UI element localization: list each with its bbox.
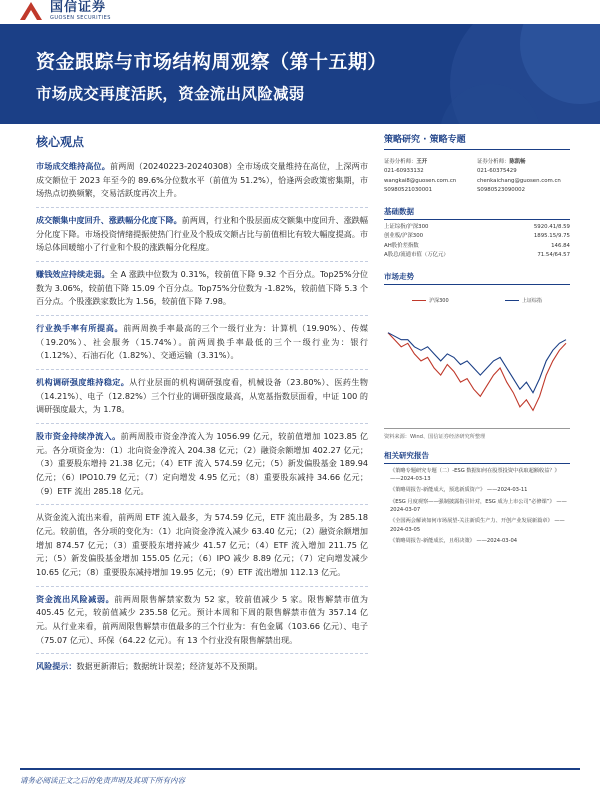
basic-data-label: A股总/流通市值（万亿元） — [384, 252, 449, 259]
analyst-email: chenkaichang@guosen.com.cn — [477, 177, 561, 184]
market-trend-title: 市场走势 — [384, 271, 570, 285]
paragraph-lead: 股市资金持续净流入。 — [36, 431, 121, 442]
header-strip — [0, 0, 600, 24]
disclaimer-footer: 请务必阅读正文之后的免责声明及其项下所有内容 — [20, 768, 580, 786]
paragraph-lead: 行业换手率有所提高。 — [36, 323, 124, 334]
related-reports-list — [384, 467, 570, 546]
basic-data-row — [384, 223, 570, 232]
chart-source: 资料来源：Wind、国信证券经济研究所整理 — [384, 433, 486, 440]
analyst-role: 证券分析师： — [384, 159, 417, 165]
logo-en-text: GUOSEN SECURITIES — [50, 15, 111, 21]
analyst-cert: S0980523090002 — [477, 187, 526, 194]
core-views-section — [36, 130, 368, 686]
analyst-cert: S0980521030001 — [384, 187, 433, 194]
basic-data-value: 5920.41/8.59 — [533, 223, 570, 230]
core-view-paragraph — [36, 160, 368, 208]
basic-data-row — [384, 251, 570, 260]
basic-data-label: 上证综指/沪深300 — [384, 223, 429, 230]
related-report-link[interactable]: 《策略周报告-新能成长，且组决策》 ——2024-03-04 — [390, 537, 518, 544]
related-report-link[interactable]: 《策略周报告-新能成大，预选新质资产》 ——2024-03-11 — [390, 487, 528, 494]
market-trend-chart — [384, 289, 570, 429]
sidebar — [384, 132, 570, 548]
analyst-phone: 021-60375429 — [477, 168, 517, 175]
basic-data-row — [384, 242, 570, 251]
title-banner — [0, 24, 600, 124]
report-type: 策略研究 · 策略专题 — [384, 132, 570, 150]
paragraph-text: 从行业层面的机构调研强度看，机械设备（23.80%）、医药生物（14.21%）、电子（12.82%）三个行业的调研强度最高，从宽基指数层面看，中证 100 的调研强度最大，为 1.78。 — [36, 377, 368, 415]
core-view-paragraph — [36, 268, 368, 316]
paragraph-text: 全 A 涨跌中位数为 0.31%，较前值下降 9.32 个百分点。Top25%分位数为 3.06%，较前值下降 15.09 个百分点。Top75%分位数为 -1.82%，较前值下降 5.3 个百分点。个股涨跌家数比为 1.56，较前值下降 7.98。 — [36, 269, 368, 307]
legend-swatch — [505, 300, 519, 301]
paragraph-text: 前两周股市资金净流入为 1056.99 亿元，较前值增加 1023.85 亿元。各分项资金为：（1）北向资金净流入 204.38 亿元；（2）融资余额增加 402.27 亿元；（3）重要股东增持 21.38 亿元；（4）ETF 流入 574.59 亿元；（5）新发偏股基金 189.94 亿元；（6）IPO10.79 亿元；（7）定向增发 4.95 亿元；（8）重要股东减持 34.66 亿元；（9）ETF 流出 285.18 亿元。 — [36, 431, 368, 496]
series-line — [388, 332, 566, 392]
related-reports-title: 相关研究报告 — [384, 450, 570, 464]
paragraph-text: 前两周（20240223-20240308）全市场成交量维持在高位，上深两市成交额位于 2023 年至今的 89.6%分位数水平（前值为 51.2%），恰逢两会政策密集期，市场热点切换频繁，交易活跃度再次上升。 — [36, 161, 368, 199]
paragraph-lead: 赚钱效应持续走弱。 — [36, 269, 110, 280]
chart-legend — [384, 297, 570, 304]
basic-data-value: 1895.15/9.75 — [533, 233, 570, 240]
legend-item — [505, 297, 542, 304]
related-report-link[interactable]: 《ESG 月度观察——强制披露指引针对，ESG 成为上市公司“必修课”》 ——2024-03-07 — [390, 498, 567, 513]
paragraph-text: 前两周限售解禁家数为 52 家，较前值减少 5 家。限售解禁市值为 405.45 亿元，较前值减少 235.58 亿元。预计本周和下周的限售解禁市值为 357.14 亿元。从行业来看，前两周限售解禁市值最多的三个行业为：有色金属（103.66 亿元）、电子（75.07 亿元）、环保（64.22 亿元）。有 13 个行业没有限售解禁出现。 — [36, 593, 368, 645]
paragraph-text: 前两周，行业和个股层面成交额集中度回升、涨跌幅分化度下降。市场投资情绪提振使热门行业及个股成交额占比与前值相比有较大幅度提高。市场总体回暖缩小了行业和个股的涨跌幅分化程度。 — [36, 215, 368, 253]
analyst-card — [477, 158, 570, 196]
analyst-role: 证券分析师： — [477, 159, 510, 165]
logo-mark-icon — [20, 2, 42, 20]
paragraph-text: 从资金流入流出来看，前两周 ETF 流入最多，为 574.59 亿元，ETF 流出最多，为 285.18 亿元。较前值，各分项的变化为：（1）北向资金净流入减少 63.40 亿元；（2）融资余额增加增加 874.57 亿元；（3）重要股东增持减少 41.57 亿元；（4）ETF 流入增加 211.75 亿元；（5）新发偏股基金增加 155.05 亿元；（6）IPO 减少 8.89 亿元；（7）定向增发减少 10.65 亿元；（8）重要股东减持增加 19.95 亿元；（9）ETF 流出增加 112.13 亿元。 — [36, 512, 368, 578]
core-view-paragraph — [36, 511, 368, 586]
analyst-email: wangkai8@guosen.com.cn — [384, 177, 457, 184]
legend-label: 上证综指 — [521, 297, 542, 304]
paragraph-lead: 成交额集中度回升、涨跌幅分化度下降。 — [36, 215, 182, 226]
paragraph-lead: 机构调研强度维持稳定。 — [36, 377, 130, 388]
basic-data-table — [384, 223, 570, 261]
analyst-name: 陈凯畅 — [509, 159, 526, 165]
core-views-title: 核心观点 — [36, 135, 85, 149]
trend-plot — [384, 309, 570, 427]
core-view-paragraph — [36, 660, 368, 680]
analyst-name: 王开 — [416, 159, 428, 165]
report-title: 资金跟踪与市场结构周观察（第十五期） — [36, 51, 388, 73]
basic-data-label: 创业板/沪深300 — [384, 233, 424, 240]
analyst-phone: 021-60933132 — [384, 168, 424, 175]
legend-label: 沪深300 — [429, 297, 449, 304]
paragraph-lead: 市场成交维持高位。 — [36, 161, 110, 171]
basic-data-value: 71.54/64.57 — [537, 252, 570, 259]
report-subtitle: 市场成交再度活跃，资金流出风险减弱 — [36, 85, 305, 103]
paragraph-text: 数据更新滞后；数据统计误差；经济复苏不及预期。 — [76, 661, 263, 672]
core-view-paragraph — [36, 214, 368, 262]
basic-data-value: 146.84 — [551, 242, 570, 249]
paragraph-text: 前两周换手率最高的三个一级行业为：计算机（19.90%）、传媒（19.20%）、社会服务（15.74%）。前两周换手率最低的三个一级行业为：银行（1.12%）、石油石化（1.82%）、交通运输（3.31%）。 — [36, 323, 368, 361]
legend-swatch — [412, 300, 426, 301]
analyst-card — [384, 158, 477, 196]
core-view-paragraph — [36, 430, 368, 505]
logo-cn-text: 国信证券 — [50, 0, 107, 15]
related-report-link[interactable]: 《策略专题研究专题（二）-ESG 数据如何在股票投资中获取超额收益？》 ——2024-03-13 — [390, 467, 560, 482]
core-view-paragraph — [36, 593, 368, 655]
basic-data-title: 基础数据 — [384, 206, 570, 220]
company-logo — [20, 0, 111, 22]
paragraph-lead: 风险提示： — [36, 661, 77, 672]
related-report-link[interactable]: 《全国两会解读如何市场展望-关注新质生产力、开创产业发展新篇章》 ——2024-03-05 — [390, 518, 565, 533]
paragraph-lead: 资金流出风险减弱。 — [36, 593, 115, 604]
core-view-paragraph — [36, 322, 368, 370]
analysts — [384, 158, 570, 196]
banner-decoration — [370, 24, 600, 124]
legend-item — [412, 297, 449, 304]
basic-data-label: AH股价差指数 — [384, 242, 419, 249]
basic-data-row — [384, 232, 570, 241]
core-view-paragraph — [36, 376, 368, 424]
